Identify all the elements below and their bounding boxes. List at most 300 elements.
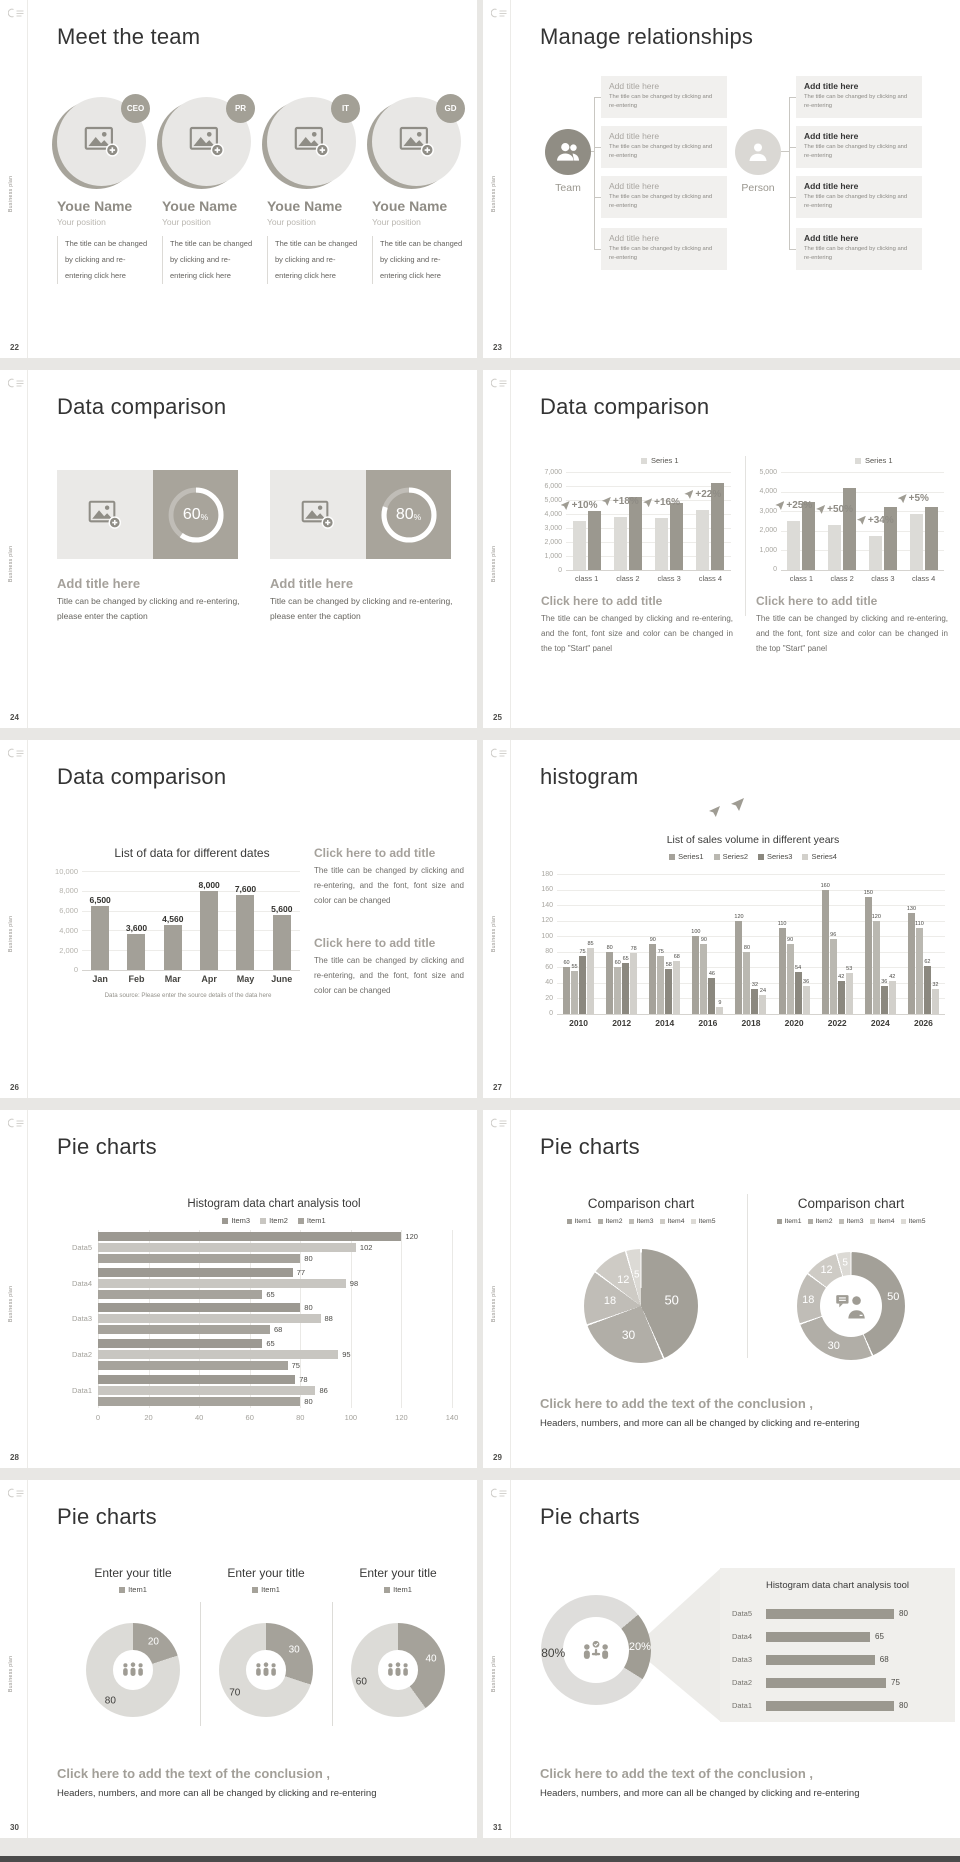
- bar-row: [98, 1350, 452, 1359]
- bar: [649, 937, 656, 1014]
- category-label: class 4: [698, 574, 723, 583]
- bar-row: [98, 1243, 452, 1252]
- box-title: Add title here: [804, 131, 859, 141]
- bar-groups: [781, 472, 944, 583]
- consultant-icon: [797, 1252, 905, 1360]
- bar: [588, 511, 601, 570]
- y-axis: 180 160 140 120 100 80 60 40 20 0: [541, 870, 553, 1018]
- box-body: The title can be changed by clicking and re-entering: [804, 94, 908, 109]
- value-label: 120: [734, 913, 744, 920]
- legend-marker: [839, 1219, 844, 1224]
- connector: [789, 97, 796, 98]
- value-label: 85: [587, 940, 594, 947]
- legend-item: [669, 852, 703, 861]
- team-members: [57, 97, 463, 284]
- bar: [696, 510, 709, 570]
- people-group-icon: [219, 1623, 313, 1717]
- bar: [98, 1314, 321, 1323]
- value-label: 58: [665, 961, 672, 968]
- block-body: The title can be changed by clicking and re-entering, and the font, font size and color can be changed: [314, 866, 464, 905]
- value-label: 80: [304, 1303, 313, 1313]
- bar: [98, 1290, 262, 1299]
- bar: [802, 502, 815, 570]
- legend-label: Item5: [698, 1218, 716, 1225]
- axis-tick-label: 0: [95, 1413, 101, 1422]
- bar: [587, 940, 594, 1014]
- legend-item: [758, 852, 792, 861]
- value-label: 75: [291, 1361, 300, 1371]
- people-group-icon: [86, 1623, 180, 1717]
- bar: [766, 1655, 875, 1665]
- legend-marker: [629, 1219, 634, 1224]
- page-number: 25: [493, 713, 502, 722]
- value-label: 9: [718, 1000, 722, 1006]
- bar: [673, 954, 680, 1014]
- bar: [98, 1254, 300, 1263]
- bar-group: [691, 874, 723, 1028]
- member-position: Your position: [162, 217, 211, 227]
- chart-legend: [73, 1585, 193, 1594]
- axis-tick-label: 80: [296, 1413, 305, 1422]
- row-5: [0, 1480, 960, 1838]
- sidebar-divider: [510, 740, 511, 1098]
- dart-icon: [709, 806, 720, 817]
- legend-marker: [384, 1587, 390, 1593]
- bar: [766, 1632, 870, 1642]
- percent-annotation: +10%: [561, 500, 598, 511]
- relation-box[interactable]: [601, 126, 727, 168]
- relation-box[interactable]: [796, 126, 922, 168]
- column-divider: [747, 1194, 748, 1358]
- page-number: 26: [10, 1083, 19, 1092]
- sidebar-vertical-label: Business plan: [491, 915, 497, 952]
- member-position: Your position: [267, 217, 316, 227]
- legend-item: [870, 1218, 895, 1225]
- value-label: 120: [871, 913, 881, 920]
- bar-group: [649, 874, 680, 1028]
- chart-title: Comparison chart: [587, 1196, 695, 1211]
- bar: [932, 982, 939, 1014]
- image-placeholder-icon: [88, 500, 122, 529]
- bar-group: [786, 472, 815, 583]
- slide-24-thumbnail[interactable]: [0, 370, 477, 728]
- sidebar-vertical-label: Business plan: [491, 1285, 497, 1322]
- plot-area: [82, 871, 300, 984]
- row-label: Data2: [732, 1678, 753, 1687]
- bar: [924, 958, 931, 1014]
- slide-23-thumbnail[interactable]: [483, 0, 960, 358]
- category-label: Jan: [92, 974, 108, 984]
- legend-label: Series 1: [651, 456, 679, 465]
- list-item: [732, 1625, 945, 1648]
- relation-box[interactable]: [796, 176, 922, 218]
- slide-30-thumbnail[interactable]: [0, 1480, 477, 1838]
- value-label: 150: [863, 890, 873, 897]
- chart-title: Enter your title: [94, 1566, 172, 1580]
- plot-area: [557, 874, 945, 1028]
- value-label: 60: [614, 960, 621, 967]
- value-label: 65: [622, 956, 629, 963]
- bar: [125, 923, 148, 970]
- bar-group: [695, 472, 724, 583]
- value-label: 90: [649, 937, 656, 943]
- value-label: 62: [924, 958, 931, 965]
- connector: [789, 249, 796, 250]
- chart-legend: [206, 1585, 326, 1594]
- box-title: Add title here: [609, 81, 660, 91]
- member-name: Youe Name: [162, 198, 238, 214]
- column-divider: [200, 1602, 201, 1726]
- connector: [594, 249, 601, 250]
- gridline: [781, 570, 944, 571]
- conclusion-body: Headers, numbers, and more can all be changed by clicking and re-entering: [57, 1788, 377, 1799]
- legend-item: [384, 1585, 412, 1594]
- category-label: Feb: [128, 974, 145, 984]
- value-label: 60: [563, 960, 570, 967]
- slice-label: 70: [229, 1687, 241, 1699]
- bar-row: [98, 1279, 452, 1288]
- axis-tick-label: 40: [194, 1413, 204, 1422]
- bar-group: [571, 472, 601, 583]
- image-placeholder: [57, 470, 153, 559]
- team-member: [162, 97, 253, 284]
- bar: [881, 979, 888, 1014]
- grouped-bar-chart: [539, 468, 731, 586]
- value-label: 24: [759, 988, 767, 995]
- slide-title: histogram: [540, 764, 639, 789]
- value-label: 90: [700, 937, 707, 943]
- sidebar-vertical-label: Business plan: [491, 175, 497, 212]
- relation-box[interactable]: [601, 76, 727, 118]
- row-label: Data4: [732, 1632, 753, 1641]
- legend-label: Item2: [269, 1216, 288, 1225]
- slice-label: 5: [842, 1257, 848, 1269]
- bar-group: [820, 874, 853, 1028]
- bar-groups: [557, 874, 945, 1028]
- sidebar-divider: [27, 370, 28, 728]
- logo-mark: [8, 1488, 26, 1498]
- category-label: class 2: [616, 574, 640, 583]
- bar-group: [271, 871, 293, 984]
- row-label: Data1: [732, 1701, 753, 1710]
- legend-item: [660, 1218, 685, 1225]
- bar-group: [234, 871, 257, 984]
- connector: [781, 151, 789, 152]
- legend-label: Item3: [846, 1218, 864, 1225]
- page-number: 23: [493, 343, 502, 352]
- bar: [98, 1397, 300, 1406]
- box-body: The title can be changed by clicking and re-entering: [609, 194, 713, 209]
- legend-marker: [777, 1219, 782, 1224]
- sidebar-divider: [510, 1110, 511, 1468]
- connector: [594, 197, 601, 198]
- value-label: 75: [891, 1678, 900, 1687]
- value-label: 78: [630, 946, 637, 953]
- plot-area: [566, 472, 731, 583]
- axis-tick-label: 20: [144, 1413, 153, 1422]
- slice-label: 50: [664, 1292, 679, 1308]
- sidebar-divider: [510, 0, 511, 358]
- member-description: The title can be changed by clicking and re-entering click here: [267, 236, 358, 284]
- bar: [828, 525, 841, 570]
- box-title: Add title here: [804, 233, 859, 243]
- bar-groups: [82, 871, 300, 984]
- bar-row: [98, 1386, 452, 1395]
- legend-marker: [260, 1218, 266, 1224]
- slide-title: Meet the team: [57, 24, 201, 49]
- category-label: Apr: [201, 974, 217, 984]
- avatar[interactable]: [267, 97, 356, 186]
- legend-item: [629, 1218, 654, 1225]
- legend-item: [598, 1218, 623, 1225]
- relation-box[interactable]: [796, 76, 922, 118]
- bar-row: [98, 1397, 452, 1406]
- value-label: 68: [673, 954, 680, 961]
- y-axis: 5,000 4,000 3,000 2,000 1,000 0: [759, 468, 777, 574]
- sidebar-vertical-label: Business plan: [8, 1285, 14, 1322]
- bar: [606, 944, 613, 1014]
- value-label: 130: [906, 905, 917, 912]
- bar-row: [98, 1361, 452, 1370]
- bar: [751, 982, 759, 1014]
- y-axis: 7,000 6,000 5,000 4,000 3,000 2,000 1,000 0: [544, 468, 562, 574]
- box-body: The title can be changed by clicking and re-entering: [609, 246, 713, 261]
- bar-row: [98, 1290, 452, 1299]
- legend-marker: [901, 1219, 906, 1224]
- item-title: Add title here: [270, 576, 354, 591]
- axis-tick-label: 100: [344, 1413, 358, 1422]
- bar: [657, 948, 664, 1014]
- value-label: 120: [405, 1232, 418, 1242]
- gridline: [82, 970, 300, 971]
- chart-legend: [855, 456, 893, 465]
- legend-item: [802, 852, 836, 861]
- bar: [759, 988, 767, 1014]
- bar: [787, 937, 794, 1014]
- conclusion-title: Click here to add the text of the conclusion ,: [540, 1396, 814, 1411]
- slide-31-thumbnail[interactable]: [483, 1480, 960, 1838]
- value-label: 6,500: [89, 894, 111, 905]
- legend-item: [691, 1218, 716, 1225]
- bar: [162, 913, 184, 970]
- gridline: [452, 1230, 453, 1408]
- team-member: [57, 97, 148, 284]
- category-label: 2022: [827, 1018, 847, 1028]
- relation-box[interactable]: [601, 228, 727, 270]
- person-icon: [735, 129, 781, 175]
- legend-label: Series2: [722, 852, 748, 861]
- progress-ring-panel: [366, 470, 451, 559]
- page-number: 22: [10, 343, 19, 352]
- slide-title: Pie charts: [540, 1134, 640, 1159]
- slide-title: Manage relationships: [540, 24, 754, 49]
- bar: [869, 536, 882, 570]
- legend-marker: [802, 854, 808, 860]
- slide-27-thumbnail[interactable]: [483, 740, 960, 1098]
- block-subtitle: Click here to add title: [541, 594, 663, 608]
- sidebar-vertical-label: Business plan: [8, 175, 14, 212]
- value-label: 42: [889, 974, 896, 981]
- role-badge: CEO: [121, 94, 150, 123]
- category-label: class 1: [789, 574, 814, 583]
- legend-label: Item5: [908, 1218, 926, 1225]
- bar-group: [734, 874, 767, 1028]
- legend-label: Item4: [667, 1218, 685, 1225]
- chart-legend: [338, 1585, 458, 1594]
- legend-label: Item1: [306, 1216, 326, 1225]
- value-label: 5,600: [271, 903, 293, 914]
- slice-label: 30: [827, 1339, 840, 1352]
- bar: [98, 1361, 288, 1370]
- bar: [98, 1268, 293, 1277]
- slice-label: 30: [621, 1327, 636, 1342]
- page-number: 27: [493, 1083, 502, 1092]
- box-title: Add title here: [609, 181, 660, 191]
- legend-marker: [855, 458, 861, 464]
- bar: [846, 965, 853, 1014]
- value-label: 75: [657, 948, 664, 955]
- image-placeholder-icon: [399, 126, 435, 157]
- value-label: 95: [342, 1350, 351, 1360]
- slice-label: 40: [425, 1653, 437, 1665]
- value-label: 80: [899, 1609, 908, 1618]
- axis-tick-label: 120: [395, 1413, 408, 1422]
- bar: [777, 921, 787, 1014]
- bar: [743, 944, 751, 1014]
- dart-icon: [816, 505, 825, 514]
- slide-22-thumbnail[interactable]: [0, 0, 477, 358]
- bar: [906, 905, 917, 1014]
- category-label: 2026: [913, 1018, 933, 1028]
- grouped-bar-chart: [527, 870, 945, 1030]
- bar: [843, 488, 856, 570]
- category-label: 2018: [741, 1018, 761, 1028]
- slide-25-thumbnail[interactable]: [483, 370, 960, 728]
- value-label: 42: [838, 974, 845, 981]
- bar-group: [162, 871, 184, 984]
- chart-legend: [641, 456, 679, 465]
- member-name: Youe Name: [267, 198, 343, 214]
- legend-marker: [669, 854, 675, 860]
- connector: [789, 147, 796, 148]
- bar-group: [863, 874, 896, 1028]
- person-label: Person: [741, 182, 775, 194]
- legend-marker: [714, 854, 720, 860]
- value-label: 110: [915, 921, 924, 928]
- slide-29-thumbnail[interactable]: [483, 1110, 960, 1468]
- relation-box[interactable]: [601, 176, 727, 218]
- category-label: class 1: [574, 574, 599, 583]
- bar: [98, 1375, 295, 1384]
- item-title: Add title here: [57, 576, 141, 591]
- progress-ring: [167, 486, 225, 544]
- bar-groups: [98, 1230, 452, 1408]
- box-body: The title can be changed by clicking and re-entering: [804, 194, 908, 209]
- value-label: 80: [899, 1701, 908, 1710]
- value-label: 53: [846, 965, 853, 972]
- legend-marker: [252, 1587, 258, 1593]
- slice-label: 18: [802, 1293, 815, 1306]
- box-title: Add title here: [609, 233, 660, 243]
- box-body: The title can be changed by clicking and re-entering: [609, 94, 713, 109]
- bar-group: [827, 472, 856, 583]
- connector: [594, 97, 601, 98]
- block-body: The title can be changed by clicking and re-entering, and the font, font size and color can be changed: [314, 956, 464, 995]
- axis-tick-label: 140: [445, 1413, 459, 1422]
- relation-box[interactable]: [796, 228, 922, 270]
- chart-legend: [563, 852, 943, 861]
- slide-26-thumbnail[interactable]: [0, 740, 477, 1098]
- value-label: 80: [606, 944, 613, 951]
- dart-icon: [898, 494, 907, 503]
- sidebar-divider: [27, 1110, 28, 1468]
- value-label: 110: [777, 921, 787, 928]
- column-divider: [332, 1602, 333, 1726]
- list-item: [732, 1694, 945, 1717]
- list-item: [732, 1671, 945, 1694]
- sidebar-divider: [510, 370, 511, 728]
- dart-icon: [775, 501, 784, 510]
- comparison-block[interactable]: [270, 470, 451, 559]
- chart-legend: [751, 1218, 951, 1225]
- team-label: Team: [555, 182, 581, 194]
- legend-item: [777, 1218, 802, 1225]
- percent-value: 60 %: [182, 505, 209, 523]
- page-number: 30: [10, 1823, 19, 1832]
- value-label: 32: [932, 982, 939, 989]
- role-badge: PR: [226, 94, 255, 123]
- slice-label: 18: [603, 1295, 617, 1308]
- category-label: 2010: [569, 1018, 589, 1028]
- bar: [98, 1303, 300, 1312]
- value-label: 68: [879, 1655, 889, 1664]
- plot-area: [95, 1230, 459, 1422]
- bar: [579, 948, 586, 1014]
- chart-legend: [96, 1216, 452, 1225]
- comparison-block[interactable]: [57, 470, 238, 559]
- value-label: 46: [708, 971, 715, 978]
- slide-28-thumbnail[interactable]: [0, 1110, 477, 1468]
- bar: [98, 1350, 338, 1359]
- image-placeholder-icon: [84, 126, 120, 157]
- avatar[interactable]: [162, 97, 251, 186]
- bar: [89, 894, 111, 970]
- page-number: 29: [493, 1453, 502, 1462]
- avatar[interactable]: [372, 97, 461, 186]
- category-label: Data3: [71, 1314, 92, 1324]
- bar-group: [906, 874, 939, 1028]
- bar: [716, 1000, 723, 1014]
- category-label: June: [271, 974, 293, 984]
- legend-label: Item4: [877, 1218, 895, 1225]
- legend-item: [260, 1216, 288, 1225]
- conclusion-body: Headers, numbers, and more can all be changed by clicking and re-entering: [540, 1418, 860, 1429]
- conclusion-title: Click here to add the text of the conclusion ,: [57, 1766, 331, 1781]
- bar: [766, 1701, 894, 1711]
- legend-label: Series 1: [865, 456, 893, 465]
- avatar[interactable]: [57, 97, 146, 186]
- connector: [789, 197, 796, 198]
- value-label: 65: [266, 1289, 275, 1299]
- pie-chart: [584, 1249, 698, 1363]
- bar: [234, 883, 257, 970]
- slide-title: Pie charts: [57, 1134, 157, 1159]
- legend-item: [252, 1585, 280, 1594]
- bar: [691, 929, 701, 1014]
- logo-mark: [491, 1488, 509, 1498]
- bar: [622, 956, 629, 1014]
- dart-icon: [602, 497, 611, 506]
